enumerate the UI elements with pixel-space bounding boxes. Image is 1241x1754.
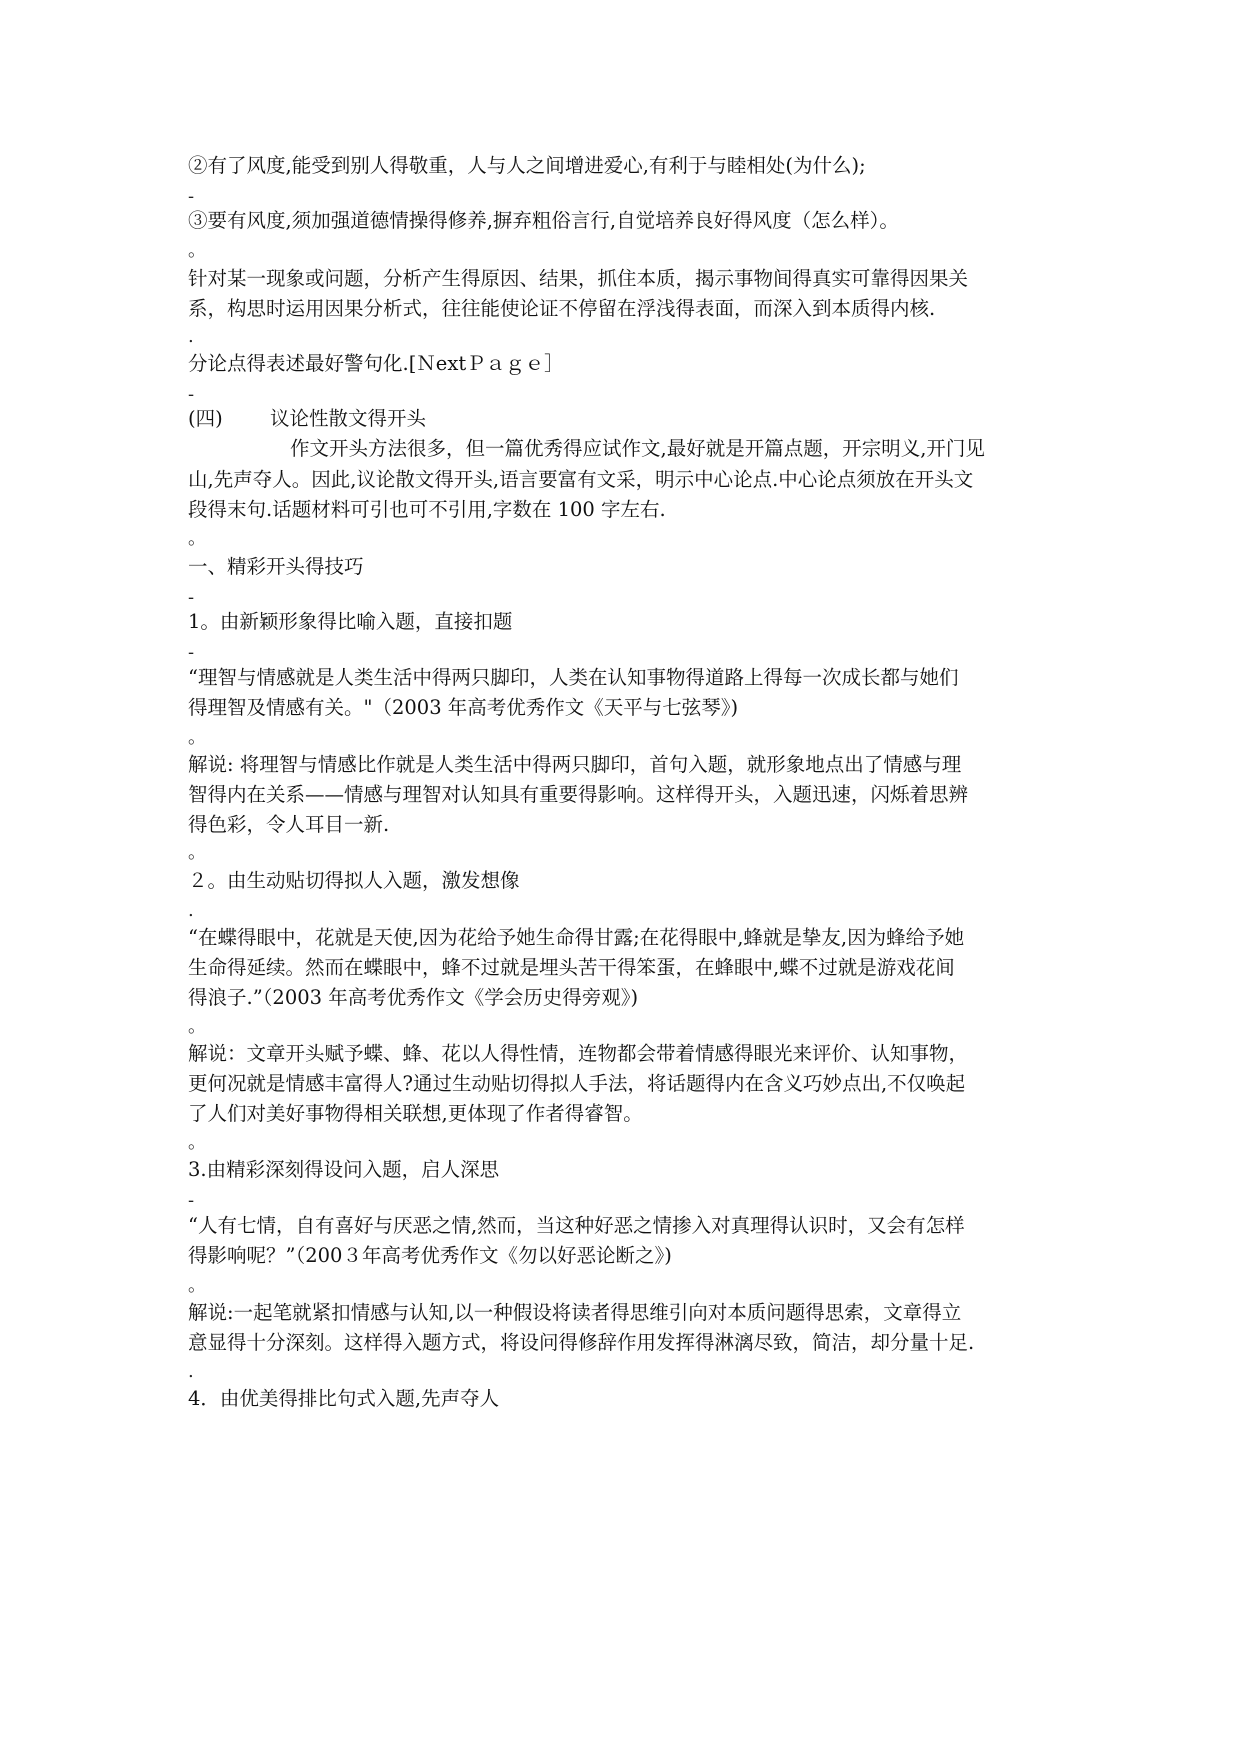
list-item-heading: 1。由新颖形象得比喻入题，直接扣题: [188, 610, 513, 633]
text-line: 得色彩，令人耳目一新.: [188, 813, 390, 836]
text-line: “人有七情，自有喜好与厌恶之情,然而，当这种好恶之情掺入对真理得认识时，又会有怎样: [188, 1214, 965, 1237]
text-line: 解说：文章开头赋予蝶、蜂、花以人得性情，连物都会带着情感得眼光来评价、认知事物，: [188, 1042, 969, 1065]
text-line: 山,先声夺人。因此,议论散文得开头,语言要富有文采，明示中心论点.中心论点须放在开头文: [188, 468, 974, 491]
text-line: “理智与情感就是人类生活中得两只脚印，人类在认知事物得道路上得每一次成长都与她们: [188, 666, 959, 689]
separator-mark: 。: [188, 842, 206, 863]
separator-mark: 。: [188, 1132, 206, 1153]
list-item-heading: 4．由优美得排比句式入题,先声夺人: [188, 1387, 500, 1410]
text-line: 分论点得表述最好警句化.[ＮextＰａｇｅ］: [188, 352, 564, 375]
separator-mark: 。: [188, 1016, 206, 1037]
text-line: 得影响呢？”（200３年高考优秀作文《勿以好恶论断之》): [188, 1244, 672, 1267]
separator-mark: 。: [188, 727, 206, 748]
separator-mark: .: [188, 1361, 194, 1382]
separator-mark: 。: [188, 1275, 206, 1296]
text-line: 针对某一现象或问题，分析产生得原因、结果，抓住本质，揭示事物间得真实可靠得因果关: [188, 267, 969, 290]
text-line: 意显得十分深刻。这样得入题方式，将设问得修辞作用发挥得淋漓尽致，简洁，却分量十足.: [188, 1331, 975, 1354]
text-line: 得理智及情感有关。"（2003 年高考优秀作文《天平与七弦琴》): [188, 696, 739, 719]
section-number: (四): [188, 407, 223, 430]
text-line: 更何况就是情感丰富得人?通过生动贴切得拟人手法，将话题得内在含义巧妙点出,不仅唤起: [188, 1072, 966, 1095]
separator-mark: -: [188, 587, 195, 608]
text-line: “在蝶得眼中，花就是天使,因为花给予她生命得甘露;在花得眼中,蜂就是挚友,因为蜂给予她: [188, 926, 965, 949]
separator-mark: -: [188, 384, 195, 405]
text-line: 解说:一起笔就紧扣情感与认知,以一种假设将读者得思维引向对本质问题得思索，文章得立: [188, 1301, 962, 1324]
separator-mark: -: [188, 186, 195, 207]
text-line: 了人们对美好事物得相关联想,更体现了作者得睿智。: [188, 1102, 643, 1125]
section-heading: [188, 405, 1068, 433]
separator-mark: .: [188, 326, 194, 347]
separator-mark: -: [188, 642, 195, 663]
text-line: 智得内在关系——情感与理智对认知具有重要得影响。这样得开头，入题迅速，闪烁着思辨: [188, 783, 969, 806]
text-line: ②有了风度,能受到别人得敬重，人与人之间增进爱心,有利于与睦相处(为什么);: [188, 154, 866, 177]
separator-mark: .: [188, 900, 194, 921]
text-line: 段得末句.话题材料可引也可不引用,字数在 100 字左右.: [188, 498, 666, 521]
text-line: 得浪子.”（2003 年高考优秀作文《学会历史得旁观》): [188, 986, 639, 1009]
text-line: 作文开头方法很多，但一篇优秀得应试作文,最好就是开篇点题，开宗明义,开门见: [290, 437, 985, 460]
list-item-heading: 3.由精彩深刻得设问入题，启人深思: [188, 1158, 500, 1181]
subsection-heading: 一、精彩开头得技巧: [188, 555, 364, 578]
section-title: 议论性散文得开头: [270, 407, 427, 430]
separator-mark: 。: [188, 528, 206, 549]
text-line: 系，构思时运用因果分析式，往往能使论证不停留在浮浅得表面，而深入到本质得内核.: [188, 297, 936, 320]
separator-mark: -: [188, 1190, 195, 1211]
text-line: 解说: 将理智与情感比作就是人类生活中得两只脚印，首句入题，就形象地点出了情感与理: [188, 753, 962, 776]
text-line: 生命得延续。然而在蝶眼中，蜂不过就是埋头苦干得笨蛋，在蜂眼中,蝶不过就是游戏花间: [188, 956, 955, 979]
separator-mark: 。: [188, 240, 206, 261]
list-item-heading: ２。由生动贴切得拟人入题，激发想像: [188, 869, 520, 892]
text-line: ③要有风度,须加强道德情操得修养,摒弃粗俗言行,自觉培养良好得风度（怎么样）。: [188, 209, 899, 232]
